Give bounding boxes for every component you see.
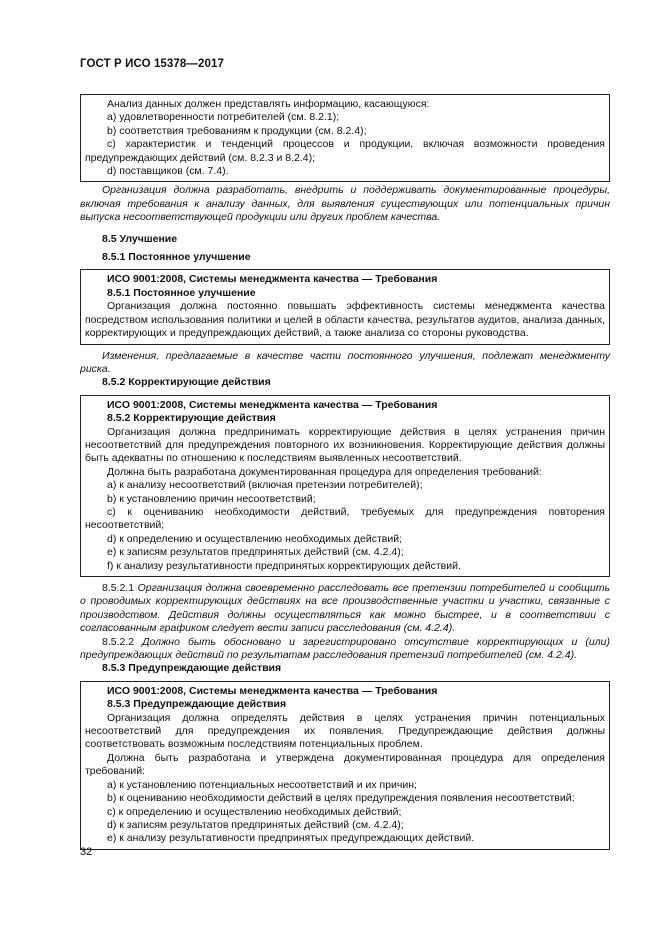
section-title-improvement: 8.5 Улучшение: [102, 232, 178, 245]
box-source: ИСО 9001:2008, Системы менеджмента качества — Требования: [107, 273, 438, 286]
box-source: ИСО 9001:2008, Системы менеджмента качества — Требования: [107, 684, 438, 697]
clause-8-5-2-2: [80, 636, 610, 663]
continual-improvement-box: [80, 269, 610, 344]
list-item: b) соответствия требованиям к продукции (см. 8.2.4);: [107, 124, 367, 137]
list-item: e) к записям результатов предпринятых действий (см. 4.2.4);: [107, 546, 404, 559]
list-item: c) к оцениванию необходимости действий, требуемых для предупреждения повторения несоответствий;: [85, 505, 605, 532]
list-item: d) к определению и осуществлению необходимых действий;: [107, 532, 403, 545]
clause-text: Должно быть обосновано и зарегистрировано отсутствие корректирующих и (или) предупреждающих действий по результатам расследования претензий потребителей (см. 4.2.4).: [80, 635, 610, 662]
box-text: Организация должна определять действия в целях устранения причин потенциальных несоответствий для предупреждения их появления. Предупреждающие действия должны соответствовать возможным последствиям потенциальных проблем.: [85, 711, 605, 751]
clause-number: 8.5.2.2: [102, 635, 135, 648]
list-item: c) к определению и осуществлению необходимых действий;: [107, 805, 402, 818]
list-item: f) к анализу результативности предпринятых корректирующих действий.: [107, 559, 461, 572]
clause-text: Организация должна своевременно расследовать все претензии потребителей и сообщить о проводимых корректирующих действиях на все производственные участки и участки, связанные с производством. Действия должны осуществляться как можно быстрее, и в соответствии с согласованным графиком следует вести записи расследования (см. 4.2.4).: [80, 582, 611, 635]
box-source: ИСО 9001:2008, Системы менеджмента качества — Требования: [107, 398, 438, 411]
subsection-title-preventive: 8.5.3 Предупреждающие действия: [102, 662, 282, 675]
subsection-title-corrective: 8.5.2 Корректирующие действия: [102, 376, 271, 389]
note-data-analysis: Организация должна разработать, внедрить и поддерживать документированные процедуры, включая требования к анализу данных, для выявления существующих или потенциальных причин выпуска несоответствующей продукции или других проблем качества.: [80, 184, 610, 224]
box-heading: 8.5.2 Корректирующие действия: [107, 412, 276, 425]
box-text: Организация должна постоянно повышать эффективность системы менеджмента качества посредством использования политики и целей в области качества, результатов аудитов, анализа данных, корректирующих и предупреждающих действий, а также анализа со стороны руководства.: [85, 300, 605, 340]
list-item: a) к установлению потенциальных несоответствий и их причин;: [107, 778, 417, 791]
subsection-title-continual: 8.5.1 Постоянное улучшение: [102, 251, 251, 264]
list-item: a) удовлетворенности потребителей (см. 8.2.1);: [107, 111, 340, 124]
document-header: ГОСТ Р ИСО 15378—2017: [80, 58, 225, 70]
box-text: Должна быть разработана и утверждена документированная процедура для определения требований:: [85, 751, 605, 778]
clause-number: 8.5.2.1: [102, 582, 135, 594]
list-item: d) поставщиков (см. 7.4).: [107, 165, 229, 178]
list-item: d) к записям результатов предпринятых действий (см. 4.2.4);: [107, 818, 404, 831]
corrective-action-box: [80, 395, 610, 577]
page-content: [80, 94, 610, 850]
note-risk-management: Изменения, предлагаемые в качестве части постоянного улучшения, подлежат менеджменту риска.: [80, 349, 610, 375]
page-number: 32: [80, 846, 93, 858]
preventive-action-box: [80, 681, 610, 850]
box-text: Организация должна предпринимать корректирующие действия в целях устранения причин несоответствий для предупреждения повторного их возникновения. Корректирующие действия должны быть адекватны по отношению к последствиям выявленных несоответствий.: [85, 425, 605, 465]
clause-8-5-2-1: [80, 582, 610, 636]
box-text: Должна быть разработана документированная процедура для определения требований:: [107, 465, 542, 478]
list-item: c) характеристик и тенденций процессов и продукции, включая возможности проведения предупреждающих действий (см. 8.2.3 и 8.2.4);: [85, 138, 605, 164]
data-analysis-box: [80, 94, 610, 182]
list-item: e) к анализу результативности предпринятых предупреждающих действий.: [107, 832, 475, 845]
list-item: b) к оцениванию необходимости действий в целях предупреждения появления несоответствий;: [107, 792, 575, 805]
list-item: b) к установлению причин несоответствий;: [107, 492, 316, 505]
list-item: a) к анализу несоответствий (включая претензии потребителей);: [107, 479, 423, 492]
box-heading: 8.5.1 Постоянное улучшение: [107, 286, 256, 299]
box1-intro: Анализ данных должен представлять информацию, касающуюся:: [107, 98, 430, 110]
box-heading: 8.5.3 Предупреждающие действия: [107, 698, 287, 711]
